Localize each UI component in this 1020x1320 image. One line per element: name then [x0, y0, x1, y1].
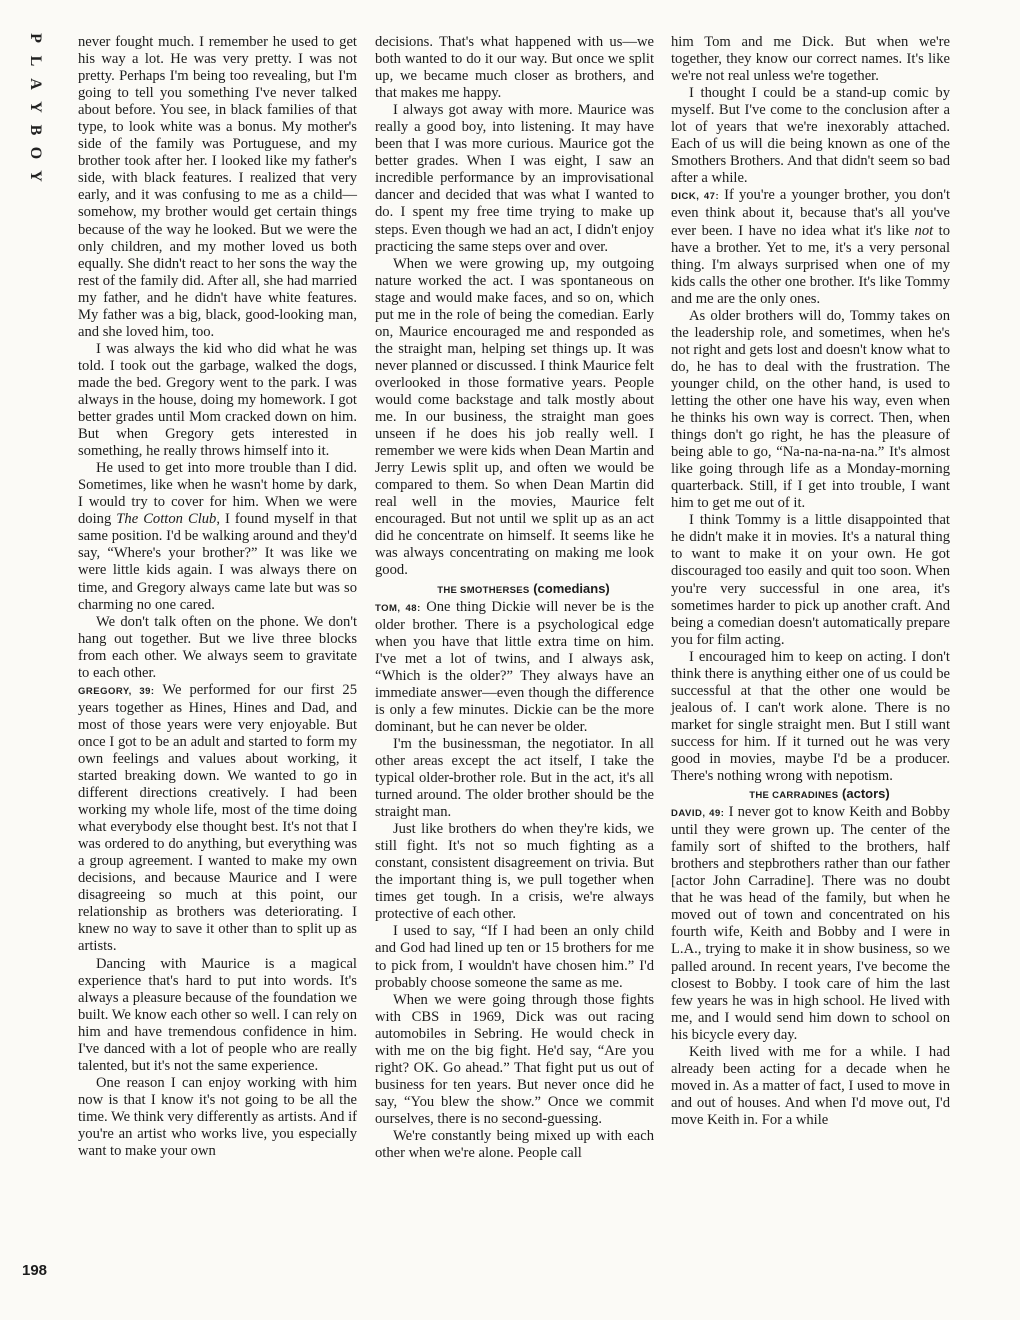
paragraph: I used to say, “If I had been an only child and God had lined up ten or 15 brothers for me to pick from, I wouldn't have chosen him.” I'd probably choose someone the same as me. — [375, 923, 654, 991]
masthead-letter: Y — [27, 101, 44, 113]
section-heading-role: (actors) — [838, 786, 890, 802]
paragraph: When we were going through those fights with CBS in 1969, Dick was out racing automobiles in Sebring. He would check in with me on the big fight. He'd say, “Are you right? OK. Go ahead.” That fight put us out of business for ten years. But never once did he say, “You blew the show.” Once we commit ourselves, there is no second-guessing. — [375, 991, 654, 1127]
text-run: If you're a younger brother, you don't even think about it, because that's all you've ever been. I have no idea what it's like — [671, 187, 951, 239]
masthead-letter: P — [27, 33, 44, 43]
masthead-letter: A — [27, 78, 44, 90]
section-heading-role: (comedians) — [529, 580, 610, 596]
paragraph: Dancing with Maurice is a magical experience that's hard to put into words. It's always a pleasure because of the foundation we built. We know each other so well. I can rely on him and have tremendous confidence in him. I've danced with a lot of people who are really talented, but it's not the same experience. — [78, 955, 357, 1074]
masthead-letter: Y — [27, 170, 44, 182]
paragraph — [78, 460, 357, 613]
paragraph: I encouraged him to keep on acting. I don't think there is anything either one of us could be successful at that the other one would be jealous of. I can't work alone. There is no market for single straight men. But I still want success for him. If it turned out he was very good in movies, maybe I'd be a producer. There's nothing wrong with nepotism. — [671, 648, 950, 785]
paragraph: I think Tommy is a little disappointed that he didn't make it in movies. It's a natural thing to want to make it on your own. He got discouraged too easily and quit too soon. When you're very successful in one area, it's sometimes harder to pick up another craft. And being a comedian doesn't automatically prepare you for film acting. — [671, 512, 950, 648]
section-heading-name: THE SMOTHERSES — [437, 584, 530, 596]
section-heading-name: THE CARRADINES — [749, 790, 839, 802]
masthead-letter: B — [27, 124, 44, 136]
column-2 — [375, 34, 654, 1162]
paragraph — [671, 187, 950, 307]
speaker-label: TOM, 48: — [375, 602, 421, 614]
paragraph — [78, 682, 357, 956]
paragraph: I always got away with more. Maurice was really a good boy, into listening. It may have been that I was more curious. Maurice got the better grades. When I was eight, I saw an incredible performance by an improvisational dancer and decided that was what I wanted to do. I spent my free time trying to make up steps. Even though we had an act, I didn't enjoy practicing the same steps over and over. — [375, 102, 654, 255]
paragraph: I was always the kid who did what he was told. I took out the garbage, walked the dogs, made the bed. Gregory went to the park. I was always in the house, doing my homework. I got better grades until Mom cracked down on him. But when Gregory gets interested in something, he really throws himself into it. — [78, 340, 357, 460]
text-run: I never got to know Keith and Bobby until they were grown up. The center of the family sort of shifted to the brothers, half brothers and stepbrothers rather than our father [actor John Carradine]. There was no doubt that he was head of the family, but when he moved out of town and concentrated on his fourth wife, Keith and Bobby and I were in L.A., trying to make it in show business, so we palled around. In recent years, I've become the closest to Bobby. I took care of him the last few years he was in high school. He lived with me, and I would send him down to school on his bicycle every day. — [671, 804, 950, 1043]
text-run: to have a brother. Yet to me, it's a very personal thing. I'm always surprised when one of my kids calls the other one brother. It's like Tommy and me are the only ones. — [671, 222, 951, 307]
text-run: , I found myself in that same position. I'd be walking around and they'd say, “Where's your brother?” It was like we were little kids again. I was always there on time, and Gregory always came late but was so charming no one cared. — [78, 511, 357, 613]
paragraph: We're constantly being mixed up with each other when we're alone. People call — [375, 1128, 654, 1162]
paragraph: When we were growing up, my outgoing nature worked the act. I was spontaneous on stage and would make faces, and so on, which put me in the role of being the comedian. Early on, Maurice encouraged me and responded as the straight man, helping set things up. It was never planned or discussed. I think Maurice felt overlooked in those formative years. People would come backstage and talk mostly about me. In our business, the straight man goes unseen if he does his job really well. I remember we were kids when Dean Martin and Jerry Lewis split up, and often we would be compared to them. So when Dean Martin did real well in the movies, Maurice felt encouraged. But not until we split up as an act did he concentrate on himself. It seems like he was always concentrating on making me look good. — [375, 255, 654, 579]
paragraph — [671, 804, 950, 1044]
text-run: He used to get into more trouble than I did. Sometimes, like when he wasn't home by dark, I would try to cover for him. When we were doing — [78, 460, 357, 528]
section-heading — [375, 580, 654, 599]
paragraph: We don't talk often on the phone. We don't hang out together. But we live three blocks from each other. We always seem to gravitate to each other. — [78, 613, 357, 681]
paragraph: never fought much. I remember he used to get his way a lot. He was very pretty. I was not pretty. Perhaps I'm being too revealing, but I'm going to tell you something I've never talked about before. You see, in black families of that type, to look white was a bonus. My mother's side of the family was Portuguese, and my brother took after her. I looked like my father's side, with black features. I realized that very early, and it was confusing to me as a child—somehow, my brother would get certain things because of the way he looked. But we were the only children, and my mother loved us both equally. She didn't react to her sons the way the rest of the family did. After all, she had married my father, and he didn't have white features. My father was a big, black, good-looking man, and she loved him, too. — [78, 34, 357, 340]
paragraph: As older brothers will do, Tommy takes on the leadership role, and sometimes, when he's not right and gets lost and doesn't know what to do, he has to deal with the frustration. The younger child, on the other hand, is used to letting the other one have his way, even when he thinks his own way is correct. Then, when things don't go right, he has the pleasure of being able to go, “Na-na-na-na-na.” It's almost like going through life as a Monday-morning quarterback. Still, if I get into trouble, I want him to get me out of it. — [671, 307, 950, 512]
masthead-letter: O — [27, 146, 44, 160]
paragraph: Keith lived with me for a while. I had already been acting for a decade when he moved in. As a matter of fact, I used to move in and out of houses. And when I'd move out, I'd move Keith in. For a while — [671, 1043, 950, 1128]
paragraph: him Tom and me Dick. But when we're together, they know our correct names. It's like we're not real unless we're together. — [671, 34, 950, 85]
paragraph: decisions. That's what happened with us—we both wanted to do it our way. But once we split up, we became much closer as brothers, and that makes me happy. — [375, 34, 654, 102]
emphasis: not — [914, 222, 934, 239]
column-3 — [671, 34, 950, 1129]
text-run: One thing Dickie will never be is the older brother. There is a psychological edge when you have that little extra time on him. I've met a lot of twins, and I always ask, “Which is the older?” They always have an immediate answer—even though the difference is only a few minutes. Dickie can be the more dominant, but he can never be older. — [375, 598, 654, 735]
text-run: We performed for our first 25 years together as Hines, Hines and Dad, and most of those years were very enjoyable. But once I got to be an adult and started to form my own feelings and values about working, it started breaking down. We wanted to go in different directions creatively. I had been working my whole life, most of the time doing what everybody else thought best. It's not that I was ordered to do anything, but everything was a group agreement. I wanted to make my own decisions, and because Maurice and I were disagreeing so much at this point, our relationship as brothers was deteriorating. I knew no way to save it other than to split up as artists. — [78, 681, 357, 955]
paragraph: One reason I can enjoy working with him now is that I know it's not going to be all the time. We think very differently as artists. And if you're an artist who works live, you especially want to make your own — [78, 1074, 357, 1160]
paragraph: I thought I could be a stand-up comic by myself. But I've come to the conclusion after a lot of years that we're inexorably attached. Each of us will die being known as one of the Smothers Brothers. And that didn't seem so bad after a while. — [671, 85, 950, 187]
paragraph: I'm the businessman, the negotiator. In all other areas except the act itself, I take the typical older-brother role. But in the act, it's all turned around. The older brother should be the straight man. — [375, 735, 654, 821]
speaker-label: GREGORY, 39: — [78, 685, 155, 697]
paragraph: Just like brothers do when they're kids, we still fight. It's not so much fighting as a constant, consistent disagreement on trivia. But the important thing is, we pull together when times get tough. In a crisis, we're always protective of each other. — [375, 821, 654, 923]
speaker-label: DAVID, 49: — [671, 808, 725, 820]
section-heading — [671, 785, 950, 804]
playboy-masthead — [22, 30, 48, 190]
page-number: 198 — [22, 1262, 48, 1279]
speaker-label: DICK, 47: — [671, 191, 720, 203]
paragraph — [375, 599, 654, 736]
film-title: The Cotton Club — [116, 511, 217, 528]
masthead-letter: L — [27, 55, 44, 67]
column-1 — [78, 34, 357, 1160]
